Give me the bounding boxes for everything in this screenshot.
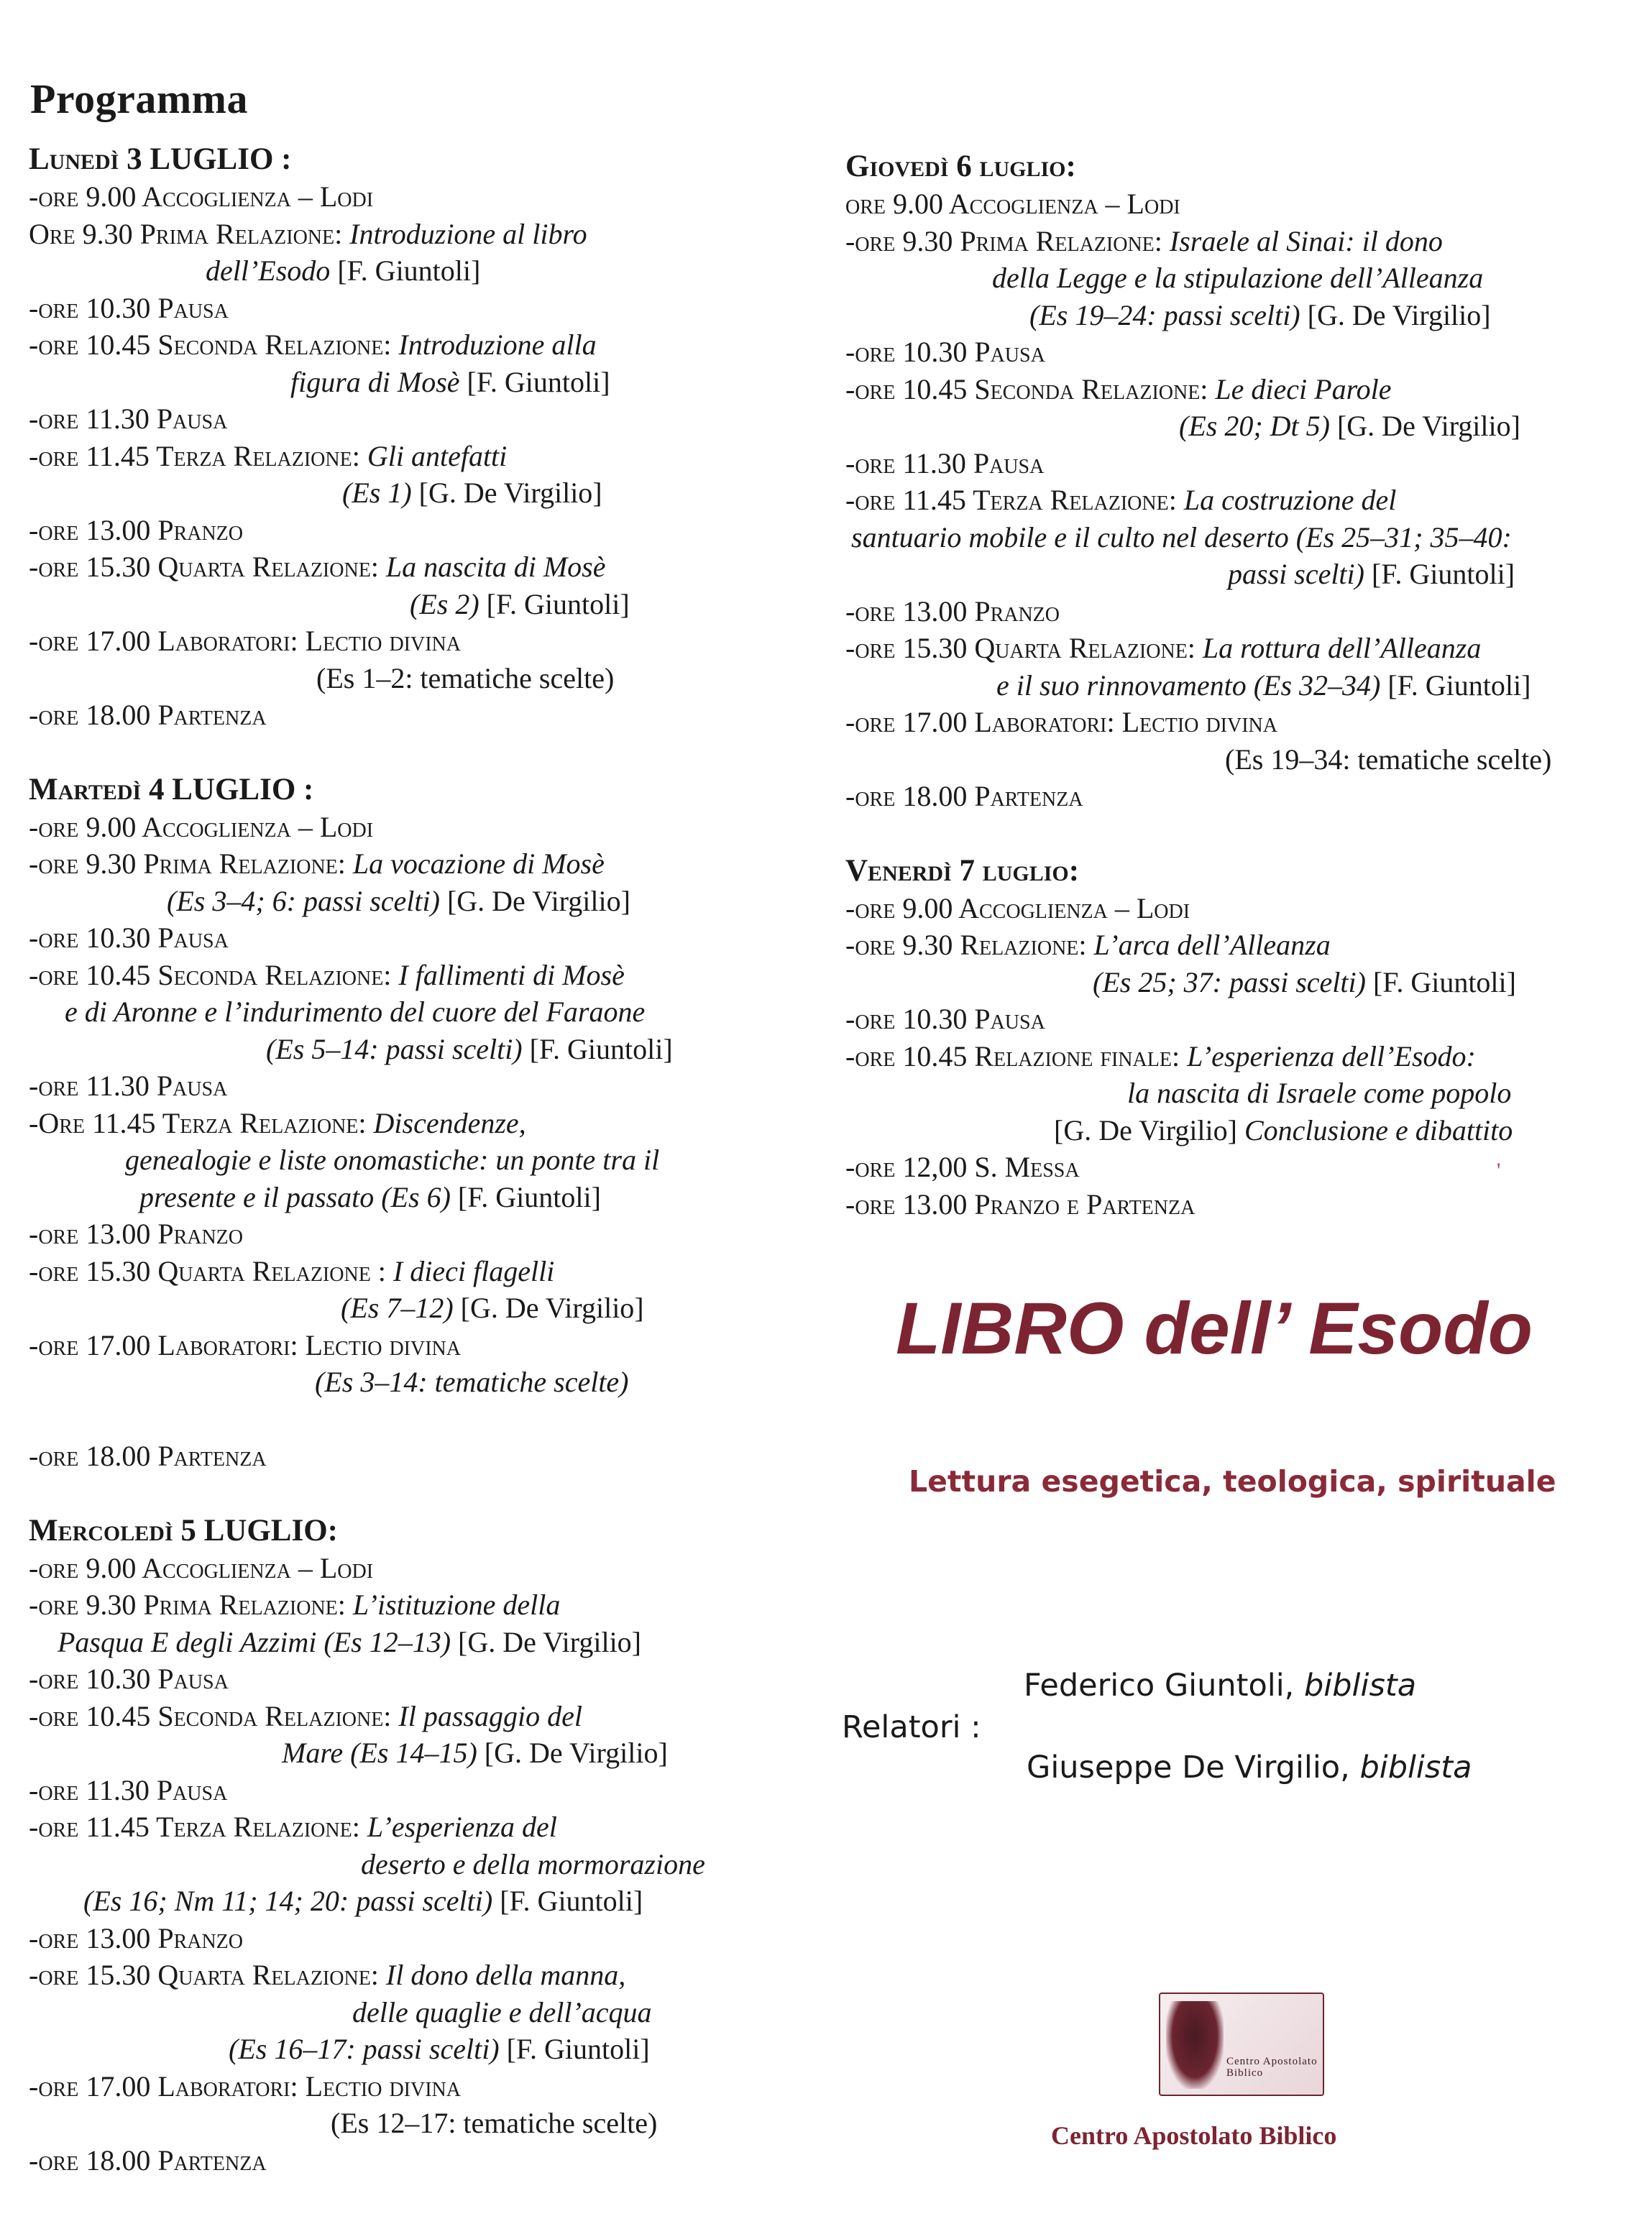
schedule-line-post: [F. Giuntoli] [1365, 965, 1516, 998]
schedule-line [29, 1438, 812, 1475]
schedule-line-pre: -ore 17.00 Laboratori: Lectio divina [845, 706, 1277, 738]
schedule-line [845, 927, 1629, 964]
schedule-line-post: [F. Giuntoli] [1380, 668, 1531, 702]
schedule-line-pre: -ore 10.30 Pausa [845, 1003, 1045, 1035]
schedule-line [845, 371, 1629, 408]
day-heading: Mercoledì 5 LUGLIO: [29, 1513, 338, 1548]
schedule-line [29, 1031, 812, 1068]
schedule-line-pre: -ore 13.00 Pranzo [29, 1218, 244, 1250]
schedule-line-pre: -ore 11.45 Terza Relazione: [29, 1811, 367, 1843]
schedule-line [29, 290, 812, 327]
schedule-line-it: Mare (Es 14–15) [282, 1737, 477, 1769]
schedule-line-pre: -ore 15.30 Quarta Relazione: [29, 551, 386, 583]
schedule-line [29, 2105, 812, 2142]
day-monday [29, 141, 812, 734]
schedule-line-it: dell’Esodo [206, 254, 331, 287]
schedule-line [29, 660, 812, 697]
day-friday [845, 852, 1629, 1223]
schedule-line-pre: -ore 11.30 Pausa [29, 1070, 228, 1102]
schedule-line [29, 1734, 812, 1772]
organization-name: Centro Apostolato Biblico [1051, 2121, 1337, 2150]
schedule-line [29, 993, 812, 1031]
speaker-name: Federico Giuntoli, [1024, 1668, 1305, 1704]
schedule-line [29, 1883, 812, 1920]
schedule-line-pre: -ore 10.30 Pausa [29, 1663, 229, 1695]
schedule-line-pre: -ore 9.30 Prima Relazione: [845, 224, 1170, 257]
schedule-line-pre: -ore 12,00 S. Messa [845, 1151, 1080, 1183]
schedule-line-it: Introduzione alla [398, 328, 597, 361]
day-thursday [845, 148, 1629, 815]
day-heading: Lunedì 3 LUGLIO : [29, 142, 292, 176]
schedule-line-post: [G. De Virgilio] [1054, 1113, 1244, 1146]
schedule-line [29, 845, 812, 883]
schedule-line-pre: -ore 18.00 Partenza [29, 2143, 267, 2177]
schedule-line-it: (Es 3–14: tematiche scelte) [315, 1366, 629, 1398]
schedule-line-post: (Es 12–17: tematiche scelte) [331, 2107, 658, 2139]
schedule-line-it: Pasqua E degli Azzimi (Es 12–13) [58, 1625, 451, 1658]
schedule-line [29, 919, 812, 957]
day-heading: Giovedì 6 luglio: [845, 150, 1076, 183]
schedule-line [29, 438, 812, 475]
schedule-line-pre: -ore 15.30 Quarta Relazione: [845, 632, 1203, 664]
page-title: Programma [30, 75, 248, 122]
speaker-role: biblista [1304, 1668, 1417, 1704]
schedule-line-post: (Es 1–2: tematiche scelte) [316, 661, 615, 694]
schedule-line-pre: -ore 9.30 Prima Relazione: [29, 847, 353, 880]
schedule-line-pre: -ore 9.30 Relazione: [845, 929, 1094, 961]
relatori-label: Relatori : [842, 1709, 981, 1745]
schedule-line [845, 334, 1629, 371]
schedule-line [29, 1290, 812, 1327]
schedule-line [29, 586, 812, 623]
speaker-role: biblista [1359, 1750, 1472, 1786]
schedule-line [29, 1105, 812, 1142]
schedule-line-it: e di Aronne e l’indurimento del cuore del Faraone [65, 996, 646, 1028]
schedule-line [29, 883, 812, 920]
schedule-line [845, 1186, 1629, 1223]
schedule-line [29, 1253, 812, 1290]
schedule-line-it: Discendenze, [373, 1106, 526, 1139]
day-tuesday [29, 771, 812, 1475]
schedule-line-pre: -ore 11.45 Terza Relazione: [845, 484, 1184, 516]
schedule-line-post: [G. De Virgilio] [1329, 410, 1520, 442]
schedule-line-it: Israele al Sinai: il dono [1169, 224, 1443, 257]
schedule-line-it: L’esperienza del [367, 1811, 557, 1843]
schedule-line-it: genealogie e liste onomastiche: un ponte tra il [125, 1144, 660, 1176]
schedule-line [29, 2031, 812, 2068]
schedule-line-pre: Ore 9.30 Prima Relazione: [29, 217, 350, 250]
schedule-line-pre: -ore 10.45 Seconda Relazione: [845, 372, 1216, 405]
schedule-line-post: [G. De Virgilio] [439, 884, 630, 917]
schedule-line-it: L’istituzione della [352, 1589, 561, 1621]
schedule-line-it: L’arca dell’Alleanza [1093, 929, 1331, 961]
schedule-line-it: (Es 7–12) [341, 1292, 454, 1324]
schedule-line [845, 1112, 1629, 1149]
schedule-line-pre: -ore 9.00 Accoglienza – Lodi [29, 180, 374, 213]
schedule-line-post: [F. Giuntoli] [450, 1180, 601, 1213]
schedule-line [845, 630, 1629, 667]
schedule-line [29, 1957, 812, 1994]
schedule-line [845, 1001, 1629, 1038]
schedule-line-pre: -ore 18.00 Partenza [29, 699, 267, 731]
schedule-line-it: (Es 16; Nm 11; 14; 20: passi scelti) [83, 1885, 493, 1917]
schedule-line [29, 400, 812, 438]
schedule-line-pre: -ore 11.30 Pausa [29, 403, 228, 435]
schedule-line [29, 1624, 812, 1661]
schedule-line [29, 216, 812, 253]
day-lines [845, 185, 1629, 815]
schedule-line [845, 704, 1629, 741]
schedule-line-post: [F. Giuntoli] [330, 254, 481, 287]
schedule-line [29, 512, 812, 549]
schedule-line-pre: -ore 15.30 Quarta Relazione : [29, 1254, 393, 1287]
schedule-line-post: [F. Giuntoli] [459, 365, 610, 398]
day-lines [29, 809, 812, 1475]
schedule-line-it: L’esperienza dell’Esodo: [1187, 1039, 1476, 1072]
schedule-line-post: [F. Giuntoli] [1364, 558, 1515, 590]
schedule-line-pre: -ore 13.00 Pranzo [29, 513, 244, 546]
schedule-line-post: [F. Giuntoli] [492, 1885, 643, 1917]
schedule-line [845, 445, 1629, 482]
schedule-line-pre: -ore 10.30 Pausa [29, 291, 229, 324]
schedule-line [845, 408, 1629, 445]
schedule-line [845, 223, 1629, 260]
schedule-line [29, 1660, 812, 1698]
schedule-line [29, 809, 812, 846]
schedule-line-pre: -ore 11.30 Pausa [845, 446, 1045, 479]
schedule-line [29, 326, 812, 364]
speaker-de-virgilio [1027, 1750, 1472, 1786]
schedule-line-it: (Es 1) [342, 477, 412, 509]
schedule-line-pre: -ore 17.00 Laboratori: Lectio divina [29, 1328, 461, 1361]
schedule-line-it: La vocazione di Mosè [352, 847, 605, 880]
schedule-line [845, 1038, 1629, 1075]
schedule-line-post: [G. De Virgilio] [1300, 298, 1491, 331]
schedule-line [845, 1149, 1629, 1186]
centro-logo [1159, 1993, 1324, 2096]
schedule-line-pre: -ore 9.00 Accoglienza – Lodi [29, 1551, 374, 1584]
schedule-line-post: (Es 19–34: tematiche scelte) [1225, 743, 1552, 776]
schedule-line-it: (Es 20; Dt 5) [1179, 410, 1330, 442]
schedule-line-it: La costruzione del [1183, 484, 1397, 516]
schedule-line-it: la nascita di Israele come popolo [1127, 1077, 1512, 1109]
schedule-line [845, 667, 1629, 704]
schedule-line [29, 1698, 812, 1735]
speaker-name: Giuseppe De Virgilio, [1027, 1750, 1360, 1786]
schedule-line-it: deserto e della mormorazione [361, 1847, 705, 1880]
schedule-line-pre: -ore 10.45 Seconda Relazione: [29, 1699, 399, 1732]
schedule-line [29, 1179, 812, 1216]
schedule-line-it: Le dieci Parole [1215, 372, 1392, 405]
schedule-line-it: figura di Mosè [290, 365, 460, 398]
day-lines [845, 890, 1629, 1223]
schedule-line [29, 1067, 812, 1105]
schedule-line-pre: -ore 9.30 Prima Relazione: [29, 1589, 353, 1621]
schedule-line-it: (Es 3–4; 6: passi scelti) [167, 884, 440, 917]
stray-mark: ' [1497, 1159, 1501, 1182]
schedule-line [845, 482, 1629, 519]
schedule-line [29, 1364, 812, 1401]
schedule-line [29, 697, 812, 734]
schedule-line [29, 548, 812, 586]
schedule-line [29, 1550, 812, 1587]
schedule-line-post: [F. Giuntoli] [499, 2033, 650, 2065]
brochure-subtitle: Lettura esegetica, teologica, spirituale [909, 1464, 1556, 1499]
schedule-line-it: Il passaggio del [398, 1699, 582, 1732]
schedule-line [29, 1586, 812, 1624]
schedule-line-it: (Es 5–14: passi scelti) [266, 1032, 523, 1065]
speaker-giuntoli [1024, 1668, 1416, 1704]
schedule-line [29, 364, 812, 401]
schedule-line [845, 519, 1629, 556]
schedule-right-column [845, 141, 1629, 1223]
schedule-line [29, 178, 812, 216]
day-heading: Venerdì 7 luglio: [845, 853, 1080, 888]
schedule-line-it: (Es 2) [410, 587, 479, 620]
schedule-line-it: La nascita di Mosè [385, 551, 606, 583]
schedule-line-it: (Es 19–24: passi scelti) [1029, 298, 1300, 331]
schedule-line [29, 2068, 812, 2105]
schedule-line [845, 259, 1629, 297]
schedule-line [845, 890, 1629, 927]
schedule-line [845, 964, 1629, 1001]
schedule-line [29, 957, 812, 994]
schedule-line-it: (Es 16–17: passi scelti) [229, 2033, 500, 2065]
schedule-line-post: [G. De Virgilio] [411, 477, 602, 509]
schedule-line-it: presente e il passato (Es 6) [139, 1180, 451, 1213]
schedule-line-pre: -ore 9.00 Accoglienza – Lodi [29, 810, 374, 843]
schedule-line-pre: -ore 11.45 Terza Relazione: [29, 439, 367, 472]
schedule-line-it: e il suo rinnovamento (Es 32–34) [996, 668, 1381, 702]
schedule-line [29, 1401, 812, 1438]
schedule-line-pre: -ore 18.00 Partenza [29, 1440, 267, 1472]
schedule-line-it: Il dono della manna, [385, 1959, 626, 1991]
schedule-line-pre: -ore 10.45 Seconda Relazione: [29, 328, 399, 361]
schedule-line-pre: -ore 10.45 Relazione finale: [845, 1039, 1188, 1072]
schedule-line-it: Introduzione al libro [349, 217, 587, 250]
schedule-line-it: I dieci flagelli [393, 1254, 555, 1287]
schedule-line [845, 741, 1629, 778]
schedule-line-it: La rottura dell’Alleanza [1202, 632, 1482, 664]
schedule-line [845, 185, 1629, 223]
schedule-line [845, 778, 1629, 815]
schedule-line-pre: -ore 15.30 Quarta Relazione: [29, 1959, 386, 1991]
schedule-line [845, 1075, 1629, 1112]
schedule-line [845, 593, 1629, 630]
schedule-line [845, 556, 1629, 593]
schedule-line-pre: -ore 11.30 Pausa [29, 1773, 228, 1806]
day-lines [29, 1550, 812, 2179]
logo-name: Centro Apostolato Biblico [1226, 2056, 1318, 2079]
schedule-line-pre: -ore 13.00 Pranzo e Partenza [845, 1187, 1196, 1221]
schedule-line-pre: -ore 17.00 Laboratori: Lectio divina [29, 2069, 461, 2102]
schedule-line [29, 1215, 812, 1253]
schedule-line-post: [F. Giuntoli] [479, 587, 630, 620]
schedule-left-column [29, 141, 812, 2179]
schedule-line-it: I fallimenti di Mosè [398, 958, 625, 991]
schedule-line [29, 2142, 812, 2179]
schedule-line [845, 297, 1629, 334]
schedule-line [29, 622, 812, 660]
schedule-line-it: (Es 25; 37: passi scelti) [1093, 965, 1366, 998]
schedule-line [29, 1846, 812, 1883]
schedule-line-pre: -ore 17.00 Laboratori: Lectio divina [29, 625, 461, 657]
schedule-line-post: [F. Giuntoli] [522, 1032, 673, 1065]
schedule-line-pre: -ore 10.30 Pausa [845, 336, 1045, 368]
schedule-line [29, 1809, 812, 1846]
day-lines [29, 178, 812, 734]
schedule-line-it: Gli antefatti [367, 439, 508, 472]
schedule-line-pre: ore 9.00 Accoglienza – Lodi [845, 188, 1180, 220]
schedule-line-post: [G. De Virgilio] [451, 1625, 641, 1658]
schedule-line [29, 1327, 812, 1364]
schedule-line-it: della Legge e la stipulazione dell’Alleanza [992, 262, 1484, 294]
schedule-line-pre: -ore 10.45 Seconda Relazione: [29, 958, 399, 991]
schedule-line [29, 474, 812, 512]
schedule-line-it: santuario mobile e il culto nel deserto (Es 25–31; 35–40: [851, 520, 1512, 553]
schedule-line-pre: -ore 13.00 Pranzo [845, 594, 1060, 628]
schedule-line [29, 1920, 812, 1957]
schedule-line-pre: -ore 13.00 Pranzo [29, 1921, 244, 1954]
day-wednesday [29, 1512, 812, 2179]
schedule-line-tail_it: Conclusione e dibattito [1244, 1113, 1513, 1146]
schedule-line-it: passi scelti) [1228, 558, 1364, 590]
schedule-line-post: [G. De Virgilio] [477, 1737, 668, 1769]
schedule-line-pre: -ore 18.00 Partenza [845, 780, 1083, 812]
schedule-line-pre: -ore 10.30 Pausa [29, 922, 229, 954]
schedule-line-pre: -Ore 11.45 Terza Relazione: [29, 1106, 374, 1139]
schedule-line-it: delle quaglie e dell’acqua [352, 1995, 652, 2028]
schedule-line [29, 1772, 812, 1809]
day-heading: Martedì 4 LUGLIO : [29, 772, 314, 806]
schedule-line-pre: -ore 9.00 Accoglienza – Lodi [845, 891, 1190, 924]
logo-figure-icon [1166, 2001, 1224, 2089]
schedule-line-post: [G. De Virgilio] [453, 1292, 644, 1324]
schedule-line [29, 1994, 812, 2031]
schedule-line [29, 252, 812, 290]
brochure-title: LIBRO dell’ Esodo [896, 1287, 1533, 1369]
schedule-line [29, 1141, 812, 1179]
